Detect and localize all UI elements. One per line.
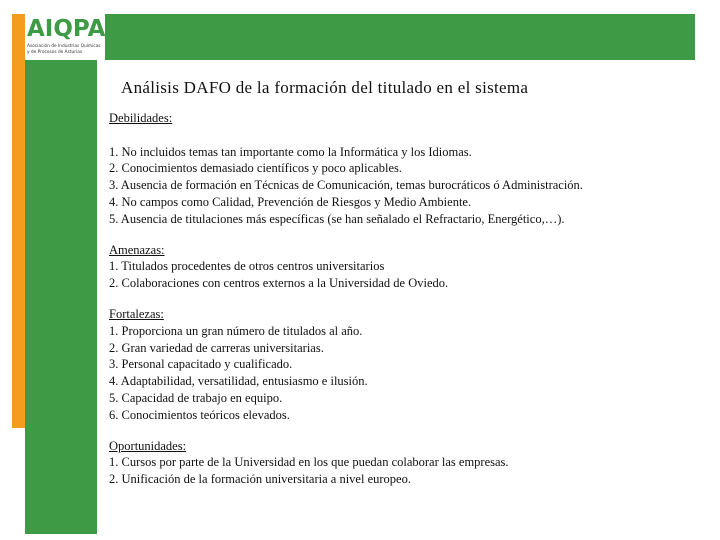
list-item: 3. Ausencia de formación en Técnicas de Comunicación, temas burocráticos ó Administración.	[109, 178, 583, 193]
list-item: 5. Capacidad de trabajo en equipo.	[109, 390, 283, 405]
section-heading: Oportunidades:	[109, 438, 187, 453]
section-heading: Fortalezas:	[109, 306, 164, 321]
green-side-bar	[25, 60, 97, 534]
list-item: 1. Cursos por parte de la Universidad en los que puedan colaborar las empresas.	[109, 455, 509, 470]
section-debilidades	[109, 110, 709, 228]
dafo-content	[109, 110, 709, 502]
list-item: 6. Conocimientos teóricos elevados.	[109, 407, 290, 422]
logo-subtitle-line1: Asociación de Industrias Químicas	[27, 44, 101, 49]
list-item: 1. Titulados procedentes de otros centros universitarios	[109, 259, 385, 274]
list-item: 2. Gran variedad de carreras universitarias.	[109, 340, 324, 355]
list-item: 4. No campos como Calidad, Prevención de Riesgos y Medio Ambiente.	[109, 194, 472, 209]
list-item: 1. Proporciona un gran número de titulados al año.	[109, 323, 363, 338]
list-item: 4. Adaptabilidad, versatilidad, entusiasmo e ilusión.	[109, 374, 368, 389]
list-item: 2. Colaboraciones con centros externos a la Universidad de Oviedo.	[109, 276, 449, 291]
list-item: 2. Unificación de la formación universitaria a nivel europeo.	[109, 472, 411, 487]
spacer	[109, 127, 709, 144]
list-item: 5. Ausencia de titulaciones más específicas (se han señalado el Refractario, Energético,…).	[109, 211, 565, 226]
orange-accent-bar	[12, 14, 25, 428]
list-item: 2. Conocimientos demasiado científicos y poco aplicables.	[109, 161, 402, 176]
list-item: 3. Personal capacitado y cualificado.	[109, 357, 293, 372]
logo-subtitle	[27, 44, 107, 55]
section-heading: Debilidades:	[109, 111, 173, 125]
logo-text: AIQPA	[27, 16, 106, 42]
section-oportunidades	[109, 438, 709, 488]
aiqpa-logo	[25, 14, 106, 60]
green-header-bar	[105, 14, 695, 60]
list-item: 1. No incluidos temas tan importante como la Informática y los Idiomas.	[109, 144, 472, 159]
section-heading: Amenazas:	[109, 242, 165, 257]
section-fortalezas	[109, 306, 709, 424]
section-amenazas	[109, 242, 709, 292]
logo-subtitle-line2: y de Procesos de Asturias	[27, 49, 83, 55]
slide-title: Análisis DAFO de la formación del titulado en el sistema	[121, 78, 529, 97]
